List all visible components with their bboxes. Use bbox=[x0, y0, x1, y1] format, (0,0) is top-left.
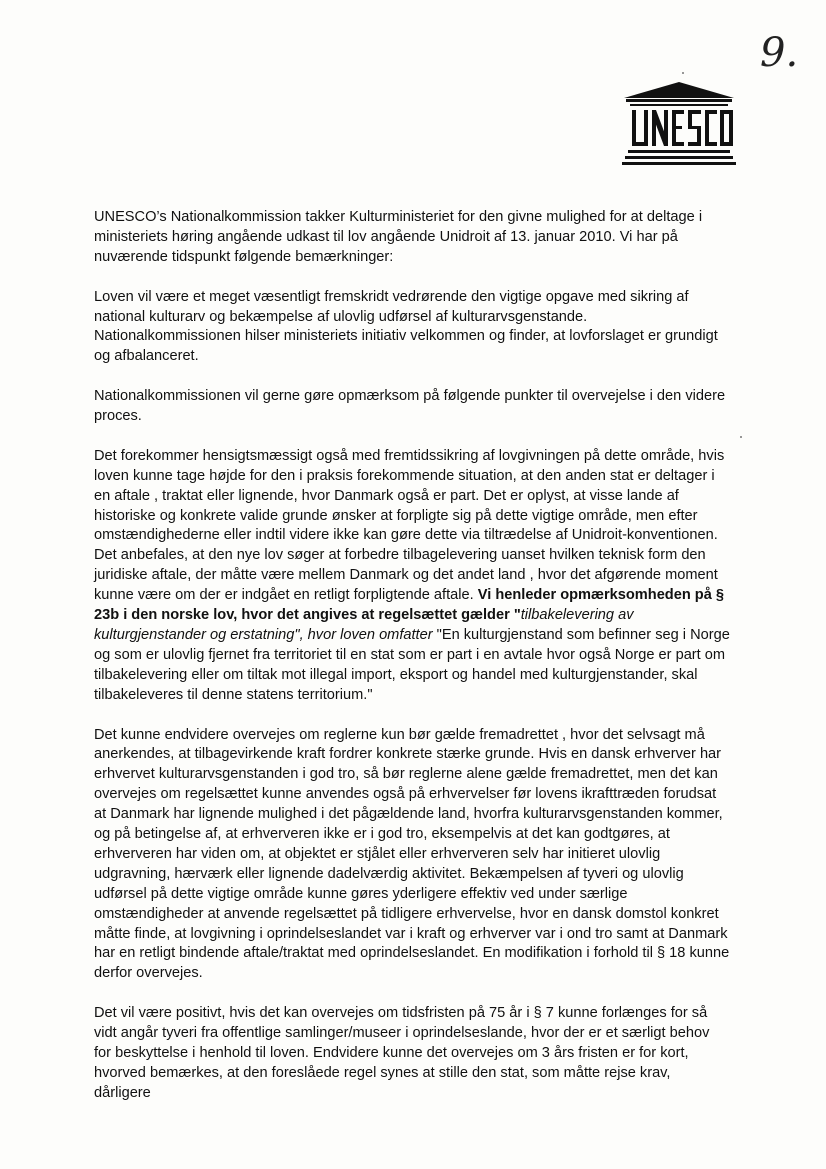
paragraph bbox=[94, 288, 730, 368]
paragraph bbox=[94, 1004, 730, 1104]
paragraph-text-run: "En kulturgjenstand som befinner seg i Norge og som er ulovlig fjernet fra territoriet til en stat som er part i en avtale hvor også Norge er part om tilbakelevering eller om tiltak mot illegal import, eksport og handel med kulturgjenstander, skal tilbakeleveres til denne statens territorium." bbox=[94, 626, 730, 703]
scan-speck bbox=[740, 436, 742, 438]
paragraph bbox=[94, 726, 730, 985]
scan-speck bbox=[682, 72, 684, 74]
handwritten-page-number: 9. bbox=[760, 30, 799, 76]
unesco-logo bbox=[622, 80, 736, 170]
paragraph-text-run: UNESCO’s Nationalkommission takker Kulturministeriet for den givne mulighed for at deltage i ministeriets høring angående udkast til lov angående Unidroit af 13. januar 2010. Vi har på nuværende tidspunkt følgende bemærkninger: bbox=[94, 209, 703, 265]
letter-body bbox=[94, 208, 730, 1124]
paragraph bbox=[94, 447, 730, 706]
paragraph bbox=[94, 208, 730, 268]
paragraph-text-run: Loven vil være et meget væsentligt fremskridt vedrørende den vigtige opgave med sikring af national kulturarv og bekæmpelse af ulovlig udførsel af kulturarvsgenstande. Nationalkommissionen hilser ministeriets initiativ velkommen og finder, at lovforslaget er grundigt og afbalanceret. bbox=[94, 288, 718, 365]
paragraph bbox=[94, 387, 730, 427]
paragraph-text-run: Det kunne endvidere overvejes om reglerne kun bør gælde fremadrettet , hvor det selvsagt må anerkendes, at tilbagevirkende kraft fordrer konkrete stærke grunde. Hvis en dansk erhverver har erhvervet kulturarvsgenstanden i god tro, så bør reglerne alene gælde fremadrettet, men det kan overvejes om regelsættet kunne anvendes også på erhvervelser før lovens ikrafttræden forudsat at Danmark har lignende mulighed i det pågældende land, hvorfra kulturarvsgenstanden kommer, og på betingelse af, at erhververen ikke er i god tro, eksempelvis at det kan godtgøres, at erhververen har viden om, at objektet er stjålet eller erhververen selv har initieret ulovlig udgravning, hærværk eller lignende dadelværdig aktivitet. Bekæmpelsen af tyveri og ulovlig udførsel på dette vigtige område kunne gøres yderligere effektiv ved under særlige omstændigheder at anvende regelsættet på tidligere erhvervelse, hvor en dansk domstol konkret måtte finde, at lovgivning i oprindelseslandet var i kraft og erhverver var i ond tro samt at Danmark har en retligt bindende aftale/traktat med oprindelseslandet. En modifikation i forhold til § 18 kunne derfor overvejes. bbox=[94, 726, 730, 982]
paragraph-text-run: tilbakelevering av kulturgjenstander og erstatning", hvor loven omfatter bbox=[94, 607, 634, 643]
paragraph-text-run: Det vil være positivt, hvis det kan overvejes om tidsfristen på 75 år i § 7 kunne forlænges for så vidt angår tyveri fra offentlige samlinger/museer i oprindelseslande, hvor der er et særligt behov for beskyttelse i henhold til loven. Endvidere kunne det overvejes om 3 års fristen er for kort, hvorved bemærkes, at den foreslåede regel synes at stille den stat, som måtte rejse krav, dårligere bbox=[94, 1005, 710, 1101]
paragraph-text-run: Nationalkommissionen vil gerne gøre opmærksom på følgende punkter til overvejelse i den videre proces. bbox=[94, 388, 726, 425]
paragraph-text-run: Det forekommer hensigtsmæssigt også med fremtidssikring af lovgivningen på dette område, hvis loven kunne tage højde for den i praksis forekommende situation, at den anden stat er deltager i en aftale , traktat eller lignende, hvor Danmark også er part. Det er oplyst, at visse lande af historiske og konkrete valide grunde ønsker at forpligte sig på dette vigtige område, men efter omstændighederne eller indtil videre ikke kan gøre dette via tiltrædelse af Unidroit-konventionen. Det anbefales, at den nye lov søger at forbedre tilbagelevering uanset hvilken teknisk form den juridiske aftale, der måtte være mellem Danmark og det andet land , hvor det afgørende moment kunne være om der er indgået en retligt forpligtende aftale. bbox=[94, 447, 725, 604]
paragraph-text-run: Vi henleder opmærksomheden på § 23b i den norske lov, hvor det angives at regelsættet gælder " bbox=[94, 587, 725, 624]
